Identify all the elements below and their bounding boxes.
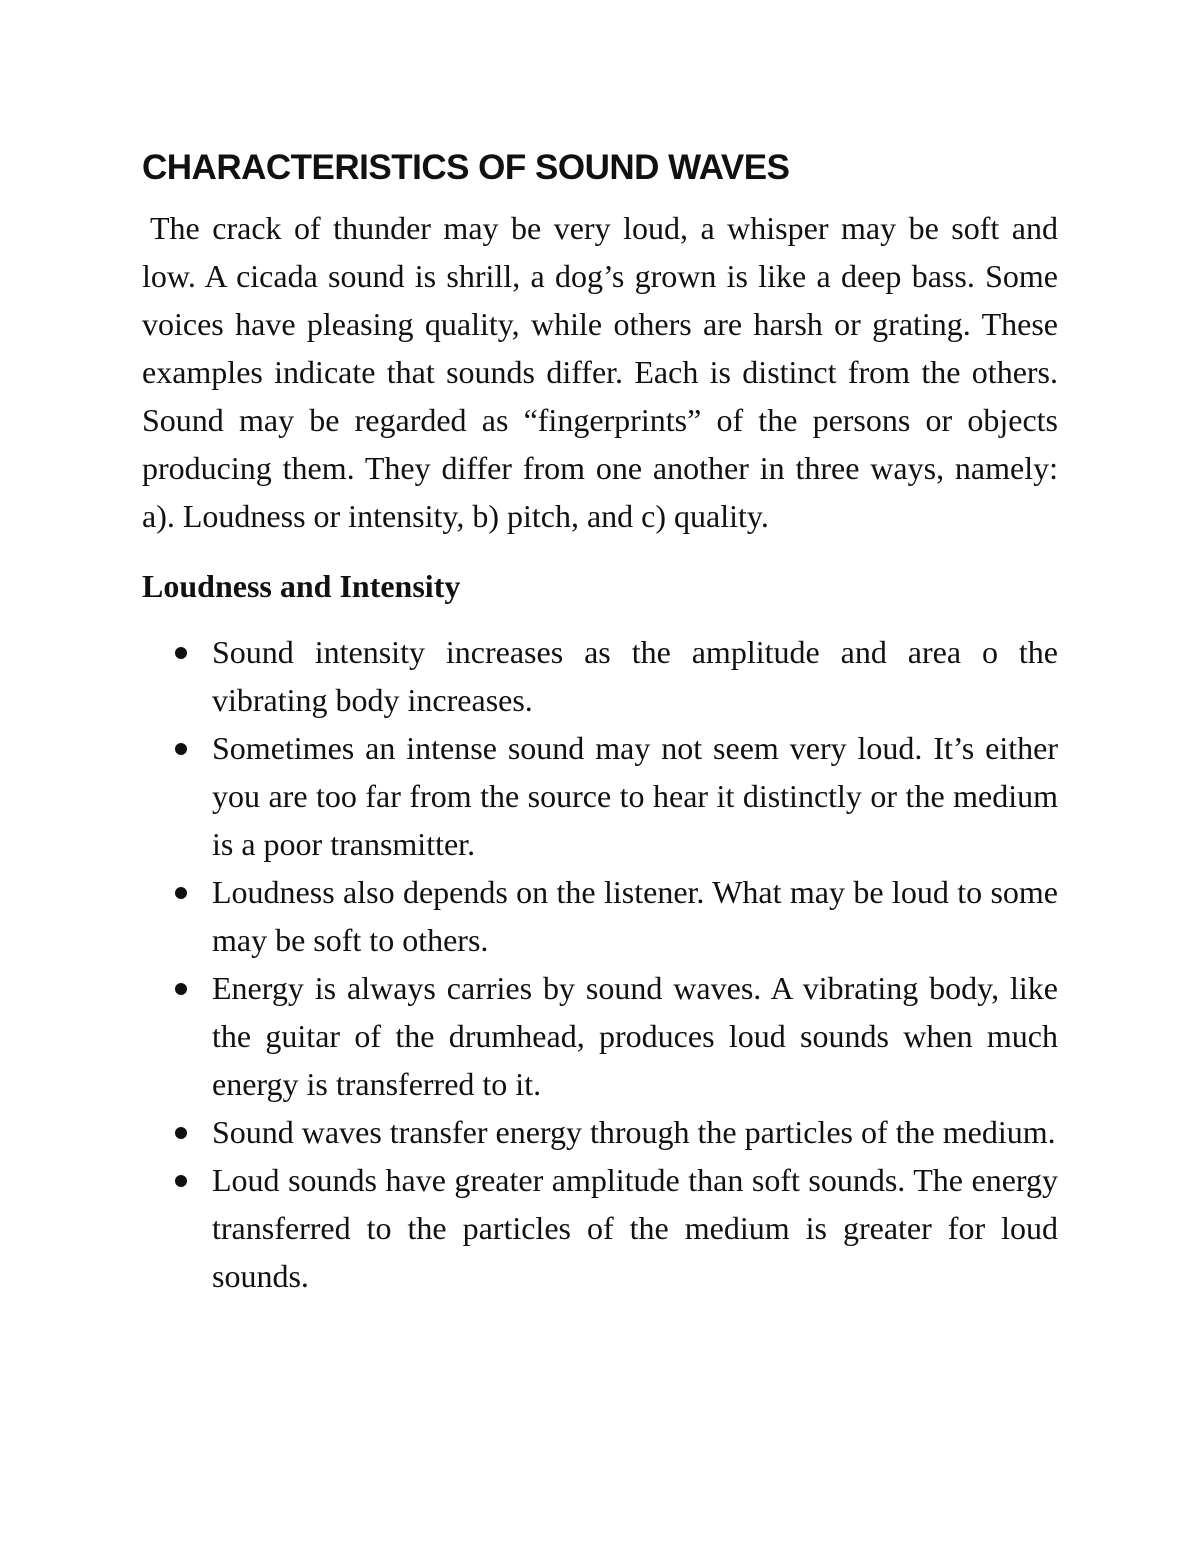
bullet-item bbox=[142, 964, 1058, 1108]
bullet-icon bbox=[175, 983, 187, 995]
bullet-text: Energy is always carries by sound waves. A vibrating body, like the guitar of the drumhead, produces loud sounds when much energy is transferred to it. bbox=[212, 970, 1058, 1102]
document-title: CHARACTERISTICS OF SOUND WAVES bbox=[142, 148, 790, 187]
bullet-list bbox=[142, 628, 1058, 1300]
bullet-icon bbox=[175, 1127, 187, 1139]
bullet-text: Sometimes an intense sound may not seem very loud. It’s either you are too far from the source to hear it distinctly or the medium is a poor transmitter. bbox=[212, 730, 1058, 862]
bullet-icon bbox=[175, 647, 187, 659]
bullet-item bbox=[142, 1156, 1058, 1300]
bullet-icon bbox=[175, 1175, 187, 1187]
bullet-text: Loudness also depends on the listener. What may be loud to some may be soft to others. bbox=[212, 874, 1058, 958]
bullet-item bbox=[142, 724, 1058, 868]
bullet-text: Sound waves transfer energy through the particles of the medium. bbox=[212, 1114, 1056, 1150]
intro-paragraph: The crack of thunder may be very loud, a whisper may be soft and low. A cicada sound is shrill, a dog’s grown is like a deep bass. Some voices have pleasing quality, while others are harsh or grating. These examples indicate that sounds differ. Each is distinct from the others. Sound may be regarded as “fingerprints” of the persons or objects producing them. They differ from one another in three ways, namely: a). Loudness or intensity, b) pitch, and c) quality. bbox=[142, 210, 1058, 534]
bullet-text: Sound intensity increases as the amplitude and area o the vibrating body increases. bbox=[212, 634, 1058, 718]
bullet-text: Loud sounds have greater amplitude than soft sounds. The energy transferred to the particles of the medium is greater for loud sounds. bbox=[212, 1162, 1058, 1294]
bullet-item bbox=[142, 1108, 1058, 1156]
bullet-icon bbox=[175, 743, 187, 755]
section-heading: Loudness and Intensity bbox=[142, 568, 461, 604]
bullet-item bbox=[142, 868, 1058, 964]
bullet-item bbox=[142, 628, 1058, 724]
bullet-icon bbox=[175, 887, 187, 899]
document-page bbox=[142, 140, 1058, 1300]
